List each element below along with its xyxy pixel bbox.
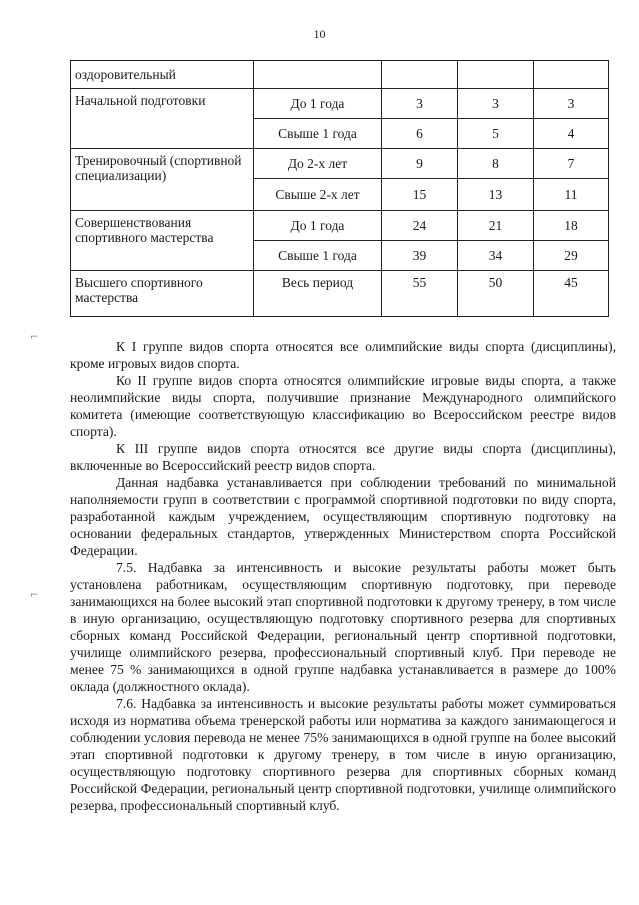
period-cell: До 1 года <box>254 89 382 119</box>
group-1-value-cell: 55 <box>382 271 458 317</box>
group-2-value-cell: 34 <box>458 241 534 271</box>
group-1-value-cell: 9 <box>382 149 458 179</box>
group-3-value-cell: 4 <box>534 119 609 149</box>
group-3-value-cell: 11 <box>534 179 609 211</box>
group-1-value-cell: 39 <box>382 241 458 271</box>
group-1-value-cell <box>382 61 458 89</box>
group-2-value-cell: 13 <box>458 179 534 211</box>
group-2-value-cell: 8 <box>458 149 534 179</box>
group-1-value-cell: 6 <box>382 119 458 149</box>
group-3-value-cell: 3 <box>534 89 609 119</box>
paragraph: Ко II группе видов спорта относятся олимпийские игровые виды спорта, а также неолимпийские виды спорта, получившие признание Международного олимпийского комитета (имеющие соответствующую классификацию во Всероссийском реестре видов спорта). <box>70 373 616 439</box>
scan-mark: ⌐ <box>30 332 39 343</box>
group-2-value-cell <box>458 61 534 89</box>
group-3-value-cell: 45 <box>534 271 609 317</box>
group-3-value-cell: 29 <box>534 241 609 271</box>
group-2-value-cell: 21 <box>458 211 534 241</box>
table-row <box>71 149 609 179</box>
period-cell: Свыше 2-х лет <box>254 179 382 211</box>
table-row <box>71 211 609 241</box>
table-row <box>71 61 609 89</box>
body-text <box>70 338 616 814</box>
period-cell: Свыше 1 года <box>254 241 382 271</box>
stage-name-cell: Начальной подготовки <box>71 89 254 149</box>
stage-name-cell: оздоровительный <box>71 61 254 89</box>
period-cell <box>254 61 382 89</box>
group-3-value-cell: 18 <box>534 211 609 241</box>
table-row <box>71 89 609 119</box>
coefficients-table <box>70 60 609 317</box>
group-1-value-cell: 3 <box>382 89 458 119</box>
paragraph: Данная надбавка устанавливается при соблюдении требований по минимальной наполняемости групп в соответствии с программой спортивной подготовки по виду спорта, разработанной каждым учреждением, осуществляющим спортивную подготовку на основании федеральных стандартов, утвержденных Министерством спорта Российской Федерации. <box>70 475 616 558</box>
group-2-value-cell: 5 <box>458 119 534 149</box>
group-2-value-cell: 50 <box>458 271 534 317</box>
paragraph: 7.5. Надбавка за интенсивность и высокие результаты работы может быть установлена работникам, осуществляющим спортивную подготовку, при переводе занимающихся на более высокий этап спортивной подготовки к другому тренеру, в том числе в иную организацию, осуществляющую подготовку спортивного резерва для спортивных сборных команд Российской Федерации, региональный центр спортивной подготовки, училище олимпийского резерва, профессиональный спортивный клуб. При переводе не менее 75 % занимающихся в одной группе надбавка устанавливается в размере до 100% оклада (должностного оклада). <box>70 560 616 694</box>
paragraph: К III группе видов спорта относятся все другие виды спорта (дисциплины), включенные во Всероссийский реестр видов спорта. <box>70 441 616 473</box>
stage-name-cell: Совершенствования спортивного мастерства <box>71 211 254 271</box>
period-cell: До 2-х лет <box>254 149 382 179</box>
table-row <box>71 271 609 317</box>
group-2-value-cell: 3 <box>458 89 534 119</box>
page-number: 10 <box>313 27 326 41</box>
group-3-value-cell <box>534 61 609 89</box>
scan-mark: ⌐ <box>30 590 39 601</box>
paragraph: 7.6. Надбавка за интенсивность и высокие результаты работы может суммироваться исходя из норматива объема тренерской работы или норматива за каждого занимающегося и соблюдении условия перевода не менее 75% занимающихся в одной группе на более высокий этап спортивной подготовки к другому тренеру, в том числе в иную организацию, осуществляющую подготовку спортивного резерва для спортивных сборных команд Российской Федерации, региональный центр спортивной подготовки, училище олимпийского резерва, профессиональный спортивный клуб. <box>70 696 616 813</box>
paragraph: К I группе видов спорта относятся все олимпийские виды спорта (дисциплины), кроме игровых видов спорта. <box>70 339 616 371</box>
group-1-value-cell: 15 <box>382 179 458 211</box>
stage-name-cell: Тренировочный (спортивной специализации) <box>71 149 254 211</box>
group-3-value-cell: 7 <box>534 149 609 179</box>
period-cell: Весь период <box>254 271 382 317</box>
group-1-value-cell: 24 <box>382 211 458 241</box>
stage-name-cell: Высшего спортивного мастерства <box>71 271 254 317</box>
period-cell: До 1 года <box>254 211 382 241</box>
period-cell: Свыше 1 года <box>254 119 382 149</box>
